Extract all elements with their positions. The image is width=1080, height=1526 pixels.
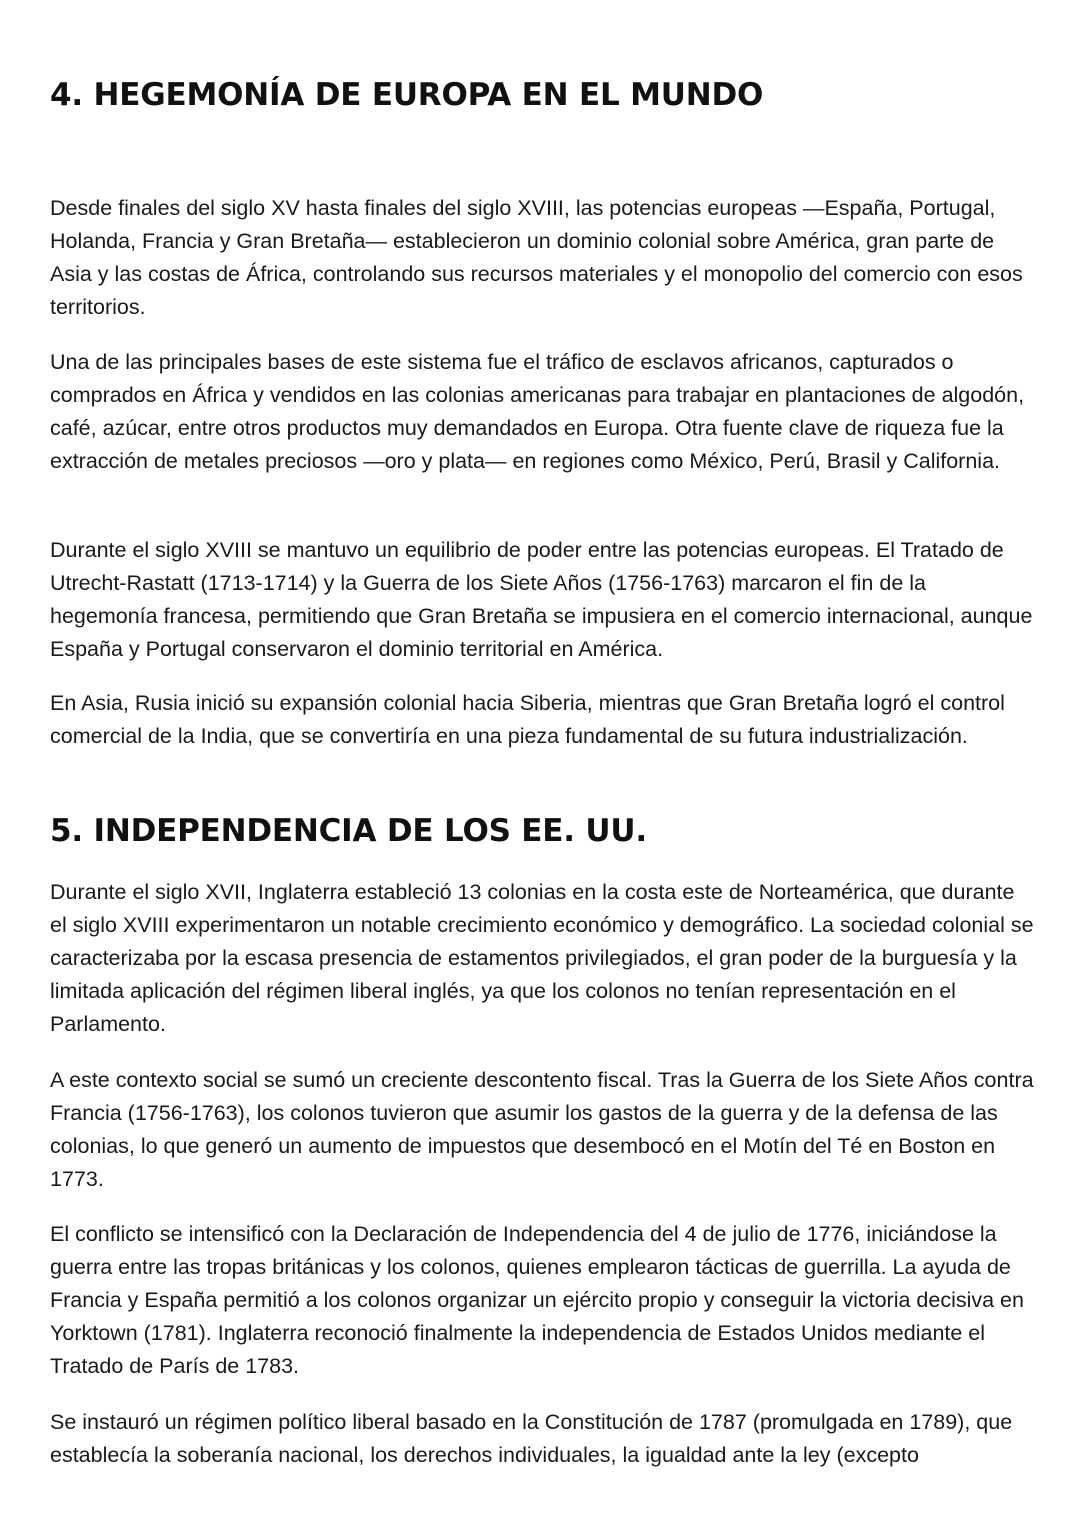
section-5-paragraph-2: A este contexto social se sumó un creciente descontento fiscal. Tras la Guerra de los Siete Años contra Francia (1756-1763), los colonos tuvieron que asumir los gastos de la guerra y de la defensa de las colonias, lo que generó un aumento de impuestos que desembocó en el Motín del Té en Boston en 1773. <box>50 1068 1034 1191</box>
section-4-paragraph-1: Desde finales del siglo XV hasta finales del siglo XVIII, las potencias europeas —España, Portugal, Holanda, Francia y Gran Bretaña— establecieron un dominio colonial sobre América, gran parte de Asia y las costas de África, controlando sus recursos materiales y el monopolio del comercio con esos territorios. <box>50 196 1023 319</box>
document-page <box>50 0 1035 1526</box>
section-5-paragraph-1: Durante el siglo XVII, Inglaterra estableció 13 colonias en la costa este de Norteamérica, que durante el siglo XVIII experimentaron un notable crecimiento económico y demográfico. La sociedad colonial se caracterizaba por la escasa presencia de estamentos privilegiados, el gran poder de la burguesía y la limitada aplicación del régimen liberal inglés, ya que los colonos no tenían representación en el Parlamento. <box>50 880 1034 1036</box>
section-5-paragraph-4: Se instauró un régimen político liberal basado en la Constitución de 1787 (promulgada en 1789), que establecía la soberanía nacional, los derechos individuales, la igualdad ante la ley (excepto <box>50 1410 1013 1467</box>
section-4-paragraph-2: Una de las principales bases de este sistema fue el tráfico de esclavos africanos, capturados o comprados en África y vendidos en las colonias americanas para trabajar en plantaciones de algodón, café, azúcar, entre otros productos muy demandados en Europa. Otra fuente clave de riqueza fue la extracción de metales preciosos —oro y plata— en regiones como México, Perú, Brasil y California. <box>50 350 1025 473</box>
section-5-paragraph-3: El conflicto se intensificó con la Declaración de Independencia del 4 de julio de 1776, iniciándose la guerra entre las tropas británicas y los colonos, quienes emplearon tácticas de guerrilla. La ayuda de Francia y España permitió a los colonos organizar un ejército propio y conseguir la victoria decisiva en Yorktown (1781). Inglaterra reconoció finalmente la independencia de Estados Unidos mediante el Tratado de París de 1783. <box>50 1222 1024 1378</box>
section-4-paragraph-4: En Asia, Rusia inició su expansión colonial hacia Siberia, mientras que Gran Bretaña logró el control comercial de la India, que se convertiría en una pieza fundamental de su futura industrialización. <box>50 691 1005 748</box>
section-5-heading: 5. INDEPENDENCIA DE LOS EE. UU. <box>50 813 647 849</box>
section-4-paragraph-3: Durante el siglo XVIII se mantuvo un equilibrio de poder entre las potencias europeas. El Tratado de Utrecht-Rastatt (1713-1714) y la Guerra de los Siete Años (1756-1763) marcaron el fin de la hegemonía francesa, permitiendo que Gran Bretaña se impusiera en el comercio internacional, aunque España y Portugal conservaron el dominio territorial en América. <box>50 538 1033 661</box>
section-4-heading: 4. HEGEMONÍA DE EUROPA EN EL MUNDO <box>50 77 764 113</box>
